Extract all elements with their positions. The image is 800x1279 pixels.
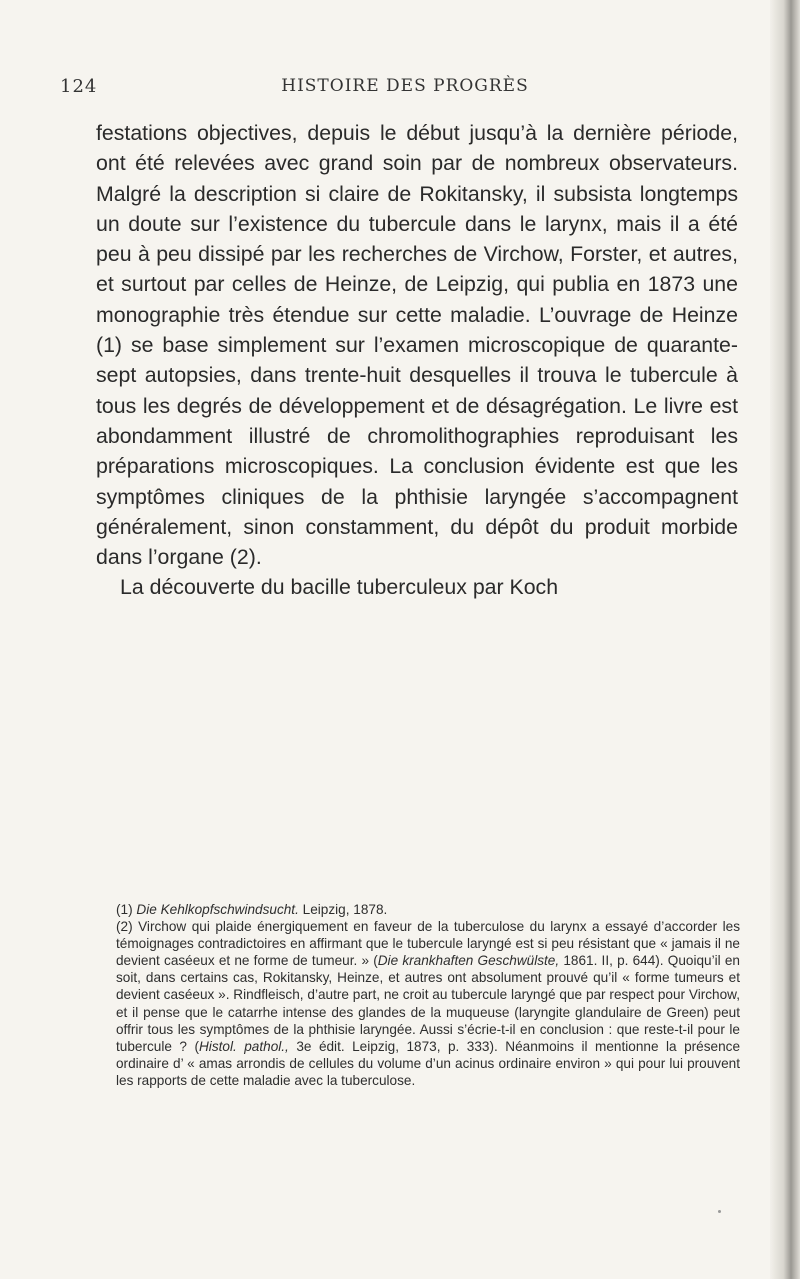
cited-title: Histol. pathol., <box>198 1038 289 1054</box>
footnotes <box>116 901 740 1089</box>
page-header <box>60 76 750 106</box>
footnote-1 <box>116 901 740 918</box>
footnote-text: (2) Virchow qui plaide énergiquement en faveur de la tuberculose du larynx a essayé d’accorder les témoignages contradictoires en affirmant que le tubercule laryngé est si peu résistant que « jamais il ne devient caséeux et ne forme de tumeur. » ( <box>116 919 740 969</box>
cited-title: Die krankhaften Geschwülste, <box>377 953 560 969</box>
main-text <box>96 118 738 603</box>
footnote-marker: (1) <box>116 902 133 917</box>
paragraph: La découverte du bacille tuberculeux par Koch <box>120 575 559 600</box>
footnote-text: 3e édit. Leipzig, 1873, p. 333). Néanmoins il mentionne la présence ordinaire d’ « amas arrondis de cellules du volume d’un acinus ordinaire environ » qui pour lui prouvent les rapports de cette maladie avec la tuberculose. <box>116 1038 740 1088</box>
footnote-2 <box>116 918 740 1089</box>
cited-title: Die Kehlkopfschwindsucht. <box>136 902 299 917</box>
page-edge-shadow <box>770 0 800 1279</box>
running-title: HISTOIRE DES PROGRÈS <box>281 76 529 96</box>
footnote-text: 1861. II, p. 644). Quoiqu’il en soit, dans certains cas, Rokitansky, Heinze, et autres ont absolument prouvé qu’il « forme tumeurs et devient caséeux ». Rindfleisch, d’autre part, ne croit au tubercule laryngé que par respect pour Virchow, et il pense que le catarrhe intense des glandes de la muqueuse (laryngite glandulaire de Green) peut offrir tous les symptômes de la phthisie laryngée. Aussi s’écrie-t-il en conclusion : que reste-t-il pour le tubercule ? ( <box>116 953 740 1054</box>
citation-details: Leipzig, 1878. <box>302 902 388 917</box>
ink-speck <box>718 1210 721 1213</box>
page-number: 124 <box>60 76 98 97</box>
paragraph: festations objectives, depuis le début jusqu’à la dernière période, ont été relevées avec grand soin par de nombreux observateurs. Malgré la description si claire de Rokitansky, il subsista longtemps un doute sur l’existence du tubercule dans le larynx, mais il a été peu à peu dissipé par les recherches de Virchow, Forster, et autres, et surtout par celles de Heinze, de Leipzig, qui publia en 1873 une monographie très étendue sur cette maladie. L’ouvrage de Heinze (1) se base simplement sur l’examen microscopique de quarante-sept autopsies, dans trente-huit desquelles il trouva le tubercule à tous les degrés de développement et de désagrégation. Le livre est abondamment illustré de chromolithographies reproduisant les préparations microscopiques. La conclusion évidente est que les symptômes cliniques de la phthisie laryngée s’accompagnent généralement, sinon constamment, du dépôt du produit morbide dans l’organe (2). <box>96 121 738 570</box>
